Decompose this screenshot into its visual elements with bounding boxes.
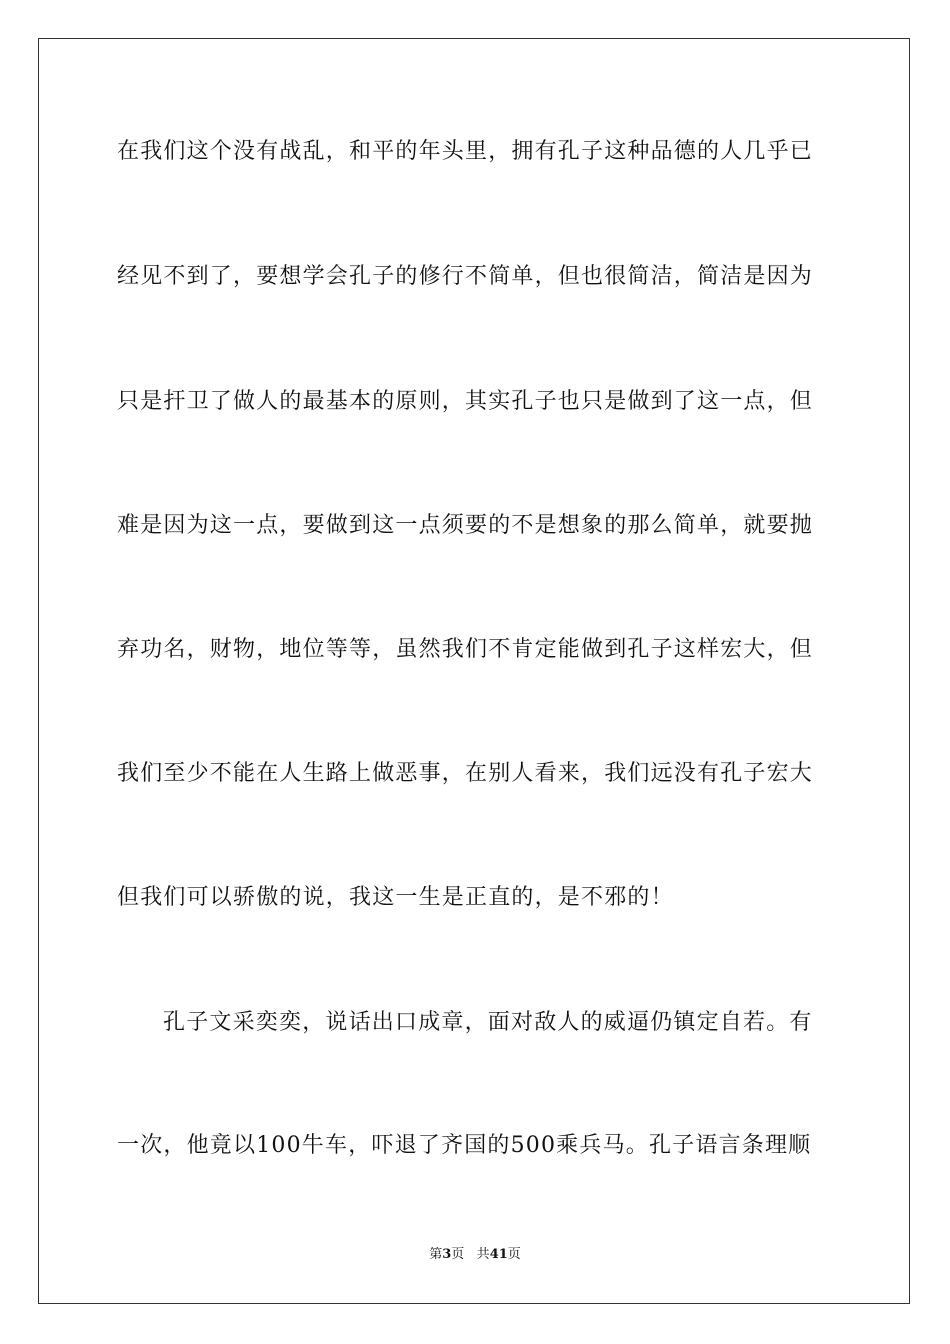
text-line-5: 弃功名，财物，地位等等，虽然我们不肯定能做到孔子这样宏大，但	[117, 637, 814, 662]
page-footer	[0, 1246, 950, 1264]
page-border	[38, 38, 910, 1304]
text-line-6: 我们至少不能在人生路上做恶事，在别人看来，我们远没有孔子宏大	[117, 761, 814, 786]
footer-page-prefix: 第	[429, 1247, 443, 1262]
footer-page-suffix: 页	[451, 1247, 465, 1262]
text-line-7: 但我们可以骄傲的说，我这一生是正直的，是不邪的！	[117, 885, 674, 910]
text-line-9: 一次，他竟以100牛车，吓退了齐国的500乘兵马。孔子语言条理顺	[117, 1133, 812, 1158]
text-line-2: 经见不到了，要想学会孔子的修行不简单，但也很简洁，简洁是因为	[117, 264, 814, 289]
footer-total-suffix: 页	[507, 1247, 521, 1262]
paragraph-start-line: 孔子文采奕奕，说话出口成章，面对敌人的威逼仍镇定自若。有	[163, 1010, 813, 1035]
footer-total-pages: 41	[489, 1247, 508, 1262]
text-line-3: 只是扞卫了做人的最基本的原则，其实孔子也只是做到了这一点，但	[117, 389, 814, 414]
text-line-1: 在我们这个没有战乱，和平的年头里，拥有孔子这种品德的人几乎已	[117, 139, 814, 164]
footer-page-number: 3	[442, 1247, 452, 1262]
text-line-4: 难是因为这一点，要做到这一点须要的不是想象的那么简单，就要抛	[117, 513, 814, 538]
footer-total-prefix: 共	[476, 1247, 490, 1262]
